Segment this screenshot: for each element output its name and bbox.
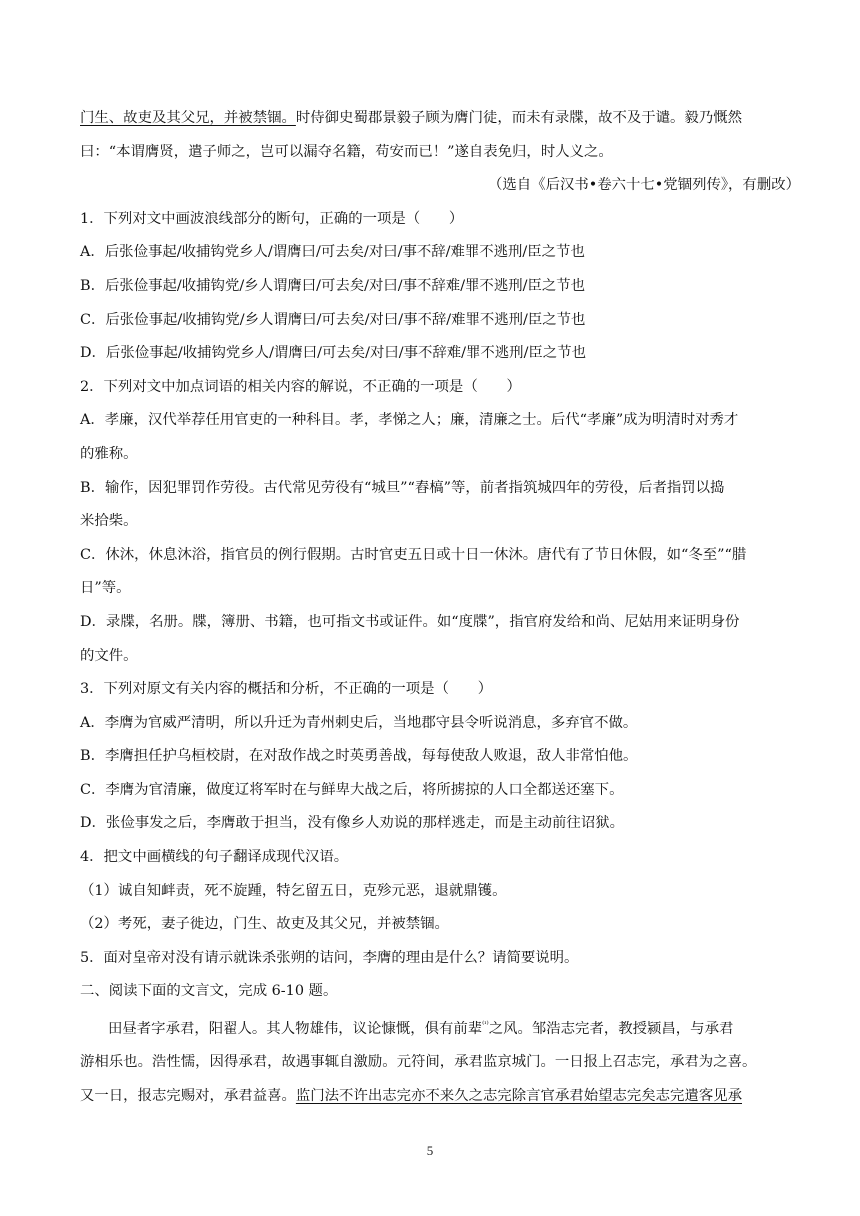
- passage-source: （选自《后汉书•卷六十七•党锢列传》，有删改）: [488, 177, 800, 194]
- passage-text: 时侍御史蜀郡景毅子顾为膺门徒，而未有录牒，故不及于谴。毅乃慨然: [295, 110, 742, 126]
- question-1-option-a: A．后张俭事起/收捕钩党乡人/谓膺曰/可去矣/对曰/事不辞/难罪不逃刑/臣之节也: [80, 244, 585, 261]
- question-1-option-d: D．后张俭事起/收捕钩党乡人/谓膺曰/可去矣/对曰/事不辞难/罪不逃刑/臣之节也: [80, 345, 586, 362]
- underlined-sentence: 门生、故吏及其父兄，并被禁锢。: [80, 110, 296, 126]
- question-2-option-c: C．休沐，休息沐浴，指官员的例行假期。古时官吏五日或十日一休沐。唐代有了节日休假，如“冬至”“腊: [80, 546, 747, 563]
- question-2-option-b-cont: 米拾柴。: [80, 513, 138, 530]
- question-2-option-b: B．输作，因犯罪罚作劳役。古代常见劳役有“城旦”“舂槁”等，前者指筑城四年的劳役，后者指罚以捣: [80, 479, 725, 496]
- question-2-option-a: A．孝廉，汉代举荐任用官吏的一种科目。孝，孝悌之人；廉，清廉之士。后代“孝廉”成为明清时对秀才: [80, 412, 739, 429]
- question-4-sentence-1: （1）诚自知衅责，死不旋踵，特乞留五日，克殄元恶，退就鼎镬。: [80, 882, 507, 899]
- question-1-option-c: C．后张俭事起/收捕钩党/乡人谓膺曰/可去矣/对曰/事不辞/难罪不逃刑/臣之节也: [80, 311, 586, 328]
- question-2-option-d: D．录牒，名册。牒，簿册、书籍，也可指文书或证件。如“度牒”，指官府发给和尚、尼姑用来证明身份: [80, 613, 740, 630]
- section-2-heading: 二、阅读下面的文言文，完成 6-10 题。: [80, 983, 338, 1000]
- question-3-option-c: C．李膺为官清廉，做度辽将军时在与鲜卑大战之后，将所掳掠的人口全都送还塞下。: [80, 781, 624, 798]
- question-3-option-b: B．李膺担任护乌桓校尉，在对敌作战之时英勇善战，每每使敌人败退，敌人非常怕他。: [80, 748, 638, 765]
- question-4-stem: 4．把文中画横线的句子翻译成现代汉语。: [80, 849, 349, 866]
- passage2-line: 游相乐也。浩性懦，因得承君，故遇事辄自激励。元符间，承君监京城门。一日报上召志完，承君为之喜。: [80, 1054, 757, 1071]
- question-2-option-a-cont: 的雅称。: [80, 445, 138, 462]
- question-5-stem: 5．面对皇帝对没有请示就诛杀张朔的诘问，李膺的理由是什么？请简要说明。: [80, 949, 579, 966]
- question-2-stem: 2．下列对文中加点词语的相关内容的解说，不正确的一项是（ ）: [80, 378, 521, 395]
- question-2-option-d-cont: 的文件。: [80, 647, 138, 664]
- question-4-sentence-2: （2）考死，妻子徙边，门生、故吏及其父兄，并被禁锢。: [80, 916, 449, 933]
- question-1-stem: 1．下列对文中画波浪线部分的断句，正确的一项是（ ）: [80, 210, 464, 227]
- question-3-option-d: D．张俭事发之后，李膺敢于担当，没有像乡人劝说的那样逃走，而是主动前往诏狱。: [80, 815, 624, 832]
- question-3-stem: 3．下列对原文有关内容的概括和分析，不正确的一项是（ ）: [80, 681, 493, 698]
- passage-text: 田昼者字承君，阳翟人。其人物雄伟，议论慷慨，俱有前辈: [108, 1020, 483, 1037]
- passage2-line: [80, 1009, 800, 1046]
- passage-line: 曰：“本谓膺贤，遣子师之，岂可以漏夺名籍，苟安而已！”遂自表免归，时人义之。: [80, 143, 613, 160]
- page-number: 5: [426, 1143, 434, 1158]
- question-2-option-c-cont: 日”等。: [80, 580, 131, 597]
- underlined-sentence: 监门法不许出志完亦不来久之志完除言官承君始望志完矣志完遣客见承: [295, 1088, 742, 1105]
- passage-text: 又一日，报志完赐对，承君益喜。: [80, 1088, 296, 1105]
- question-1-option-b: B．后张俭事起/收捕钩党/乡人谓膺曰/可去矣/对曰/事不辞难/罪不逃刑/臣之节也: [80, 277, 586, 294]
- passage2-line: [80, 1080, 800, 1114]
- passage-text: 之风。邹浩志完者，教授颍昌，与承君: [488, 1020, 734, 1037]
- document-body: [80, 102, 800, 1114]
- footnote-marker: ⁽ᶦ⁾: [482, 1020, 489, 1031]
- passage-line: [80, 102, 800, 136]
- question-3-option-a: A．李膺为官威严清明，所以升迁为青州刺史后，当地郡守县令听说消息，多弃官不做。: [80, 714, 638, 731]
